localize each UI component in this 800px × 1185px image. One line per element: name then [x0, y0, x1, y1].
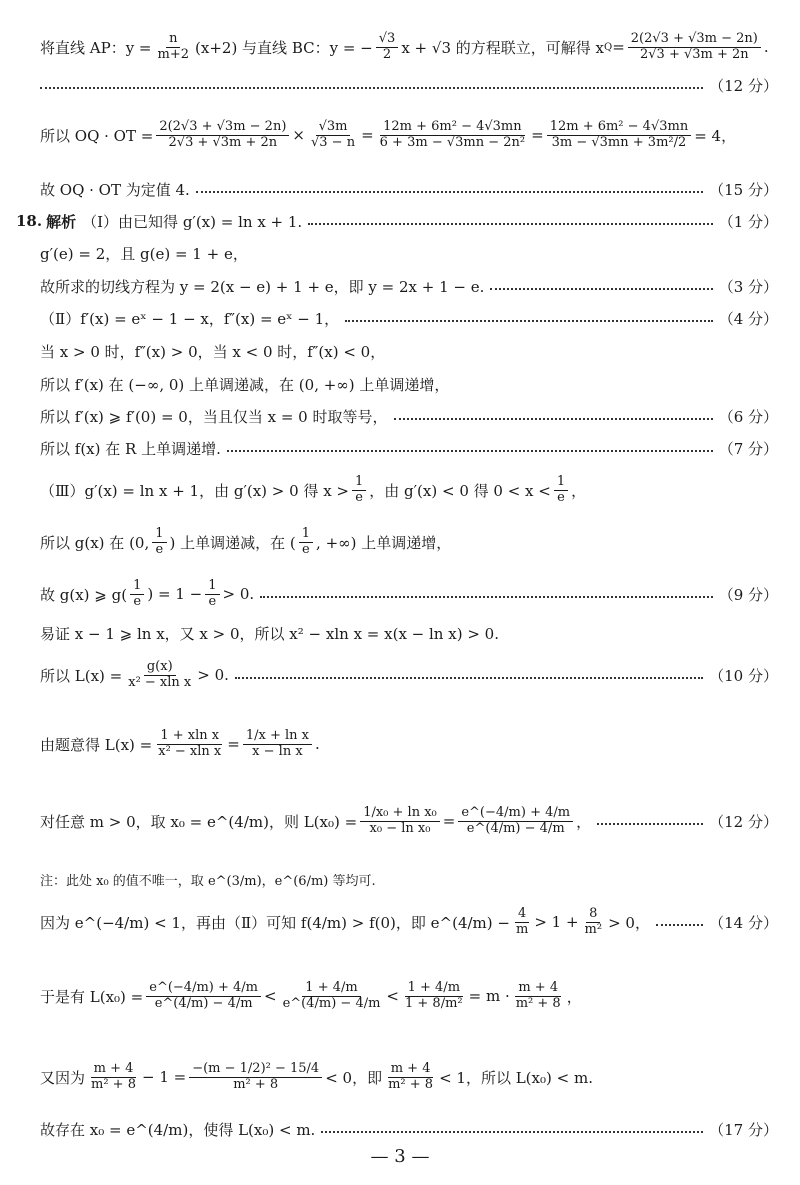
line-3: 所以 OQ · OT = $\frac{2(2√3 + √3m - 2n)}{2√3 + √3m + 2n}$ × $\frac{√3m}{√3 - n}$ = $\frac{\text{12m + 6m² − 4√3mn}}{\text{6 + 3m − √3mn − 2n²}}$ = $\frac{\text{12m + 6m² − 4√3mn}}{\text{3m − √3mn + 3m²/2}}$ = 4，	[40, 118, 737, 150]
fraction: $\frac{√3}{2}$	[376, 32, 399, 63]
dot-leader	[235, 677, 703, 679]
dot-leader	[656, 924, 703, 926]
score-label: （12 分）	[709, 76, 778, 95]
line-18: 由题意得 L(x) = $\frac{\text{1 + xln x}}{\text{x² − xln x}}$ = $\frac{\text{1/x + ln x}}{\text{x − ln x}}$ .	[40, 727, 320, 759]
answer-keyword: 解析	[46, 212, 77, 231]
note-line: 注：此处 x₀ 的值不唯一，取 e^(3/m)，e^(6/m) 等均可.	[40, 873, 376, 889]
line-23: 又因为 $\frac{m + 4}{\text{m² + 8}}$ − 1 = $\frac{\text{−(m − 1/2)² − 15/4}}{\text{m² + 8}}$ < 0，即 $\frac{m + 4}{\text{m² + 8}}$ < 1，所以 L(x₀) < m.	[40, 1060, 593, 1092]
question-number: 18.	[16, 212, 43, 230]
line-6: g′(e) = 2，且 g(e) = 1 + e，	[40, 244, 248, 263]
line-13: （Ⅲ）g′(x) = ln x + 1，由 g′(x) > 0 得 x > $\frac{1}{e}$ ，由 g′(x) < 0 得 0 < x < $\frac{1}{e}$ ，	[40, 473, 587, 505]
text-segment: x + √3 的方程联立，可解得 x	[401, 38, 604, 57]
line-12: 所以 f(x) 在 R 上单调递增. （7 分）	[40, 439, 778, 458]
line-15: 故 g(x) ⩾ g( $\frac{1}{e}$ ) = 1 − $\frac{1}{e}$ > 0. （9 分）	[40, 577, 778, 609]
dot-leader	[260, 596, 713, 598]
dot-leader	[345, 320, 713, 322]
line-19: 对任意 m > 0，取 x₀ = e^(4/m)，则 L(x₀) = $\frac{\text{1/x₀ + ln x₀}}{\text{x₀ − ln x₀}}$ = $\frac{e\^{}(-4/m) + 4/m}{e\^{}(4/m) - 4/m}$ ， （12 分）	[40, 804, 778, 836]
dot-leader	[308, 223, 712, 225]
line-10: 所以 f′(x) 在 (−∞, 0) 上单调递减，在 (0, +∞) 上单调递增，	[40, 375, 450, 394]
line-7: 故所求的切线方程为 y = 2(x − e) + 1 + e，即 y = 2x + 1 − e. （3 分）	[40, 277, 778, 296]
line-4: 故 OQ · OT 为定值 4. （15 分）	[40, 180, 778, 199]
line-22: 于是有 L(x₀) = $\frac{e\^{}(-4/m) + 4/m}{e\^{}(4/m) - 4/m}$ < $\frac{1 + 4/m}{e\^{}(4/m) - 4/m}$ < $\frac{1 + 4/m}{\text{1 + 8/m²}}$ = m · $\frac{m + 4}{\text{m² + 8}}$ ，	[40, 979, 582, 1011]
line-16: 易证 x − 1 ⩾ ln x，又 x > 0，所以 x² − xln x = x(x − ln x) > 0.	[40, 624, 499, 643]
dot-leader	[394, 418, 713, 420]
line-1: 将直线 AP：y = $\frac{n}{m+2}$ (x+2) 与直线 BC：y = − $\frac{√3}{2}$ x + √3 的方程联立，可解得 x Q = $\frac{2(2√3 + √3m - 2n)}{2√3 + √3m + 2n}$ .	[40, 30, 769, 62]
dot-leader	[40, 87, 703, 89]
dot-leader	[227, 450, 713, 452]
text-segment: 将直线 AP：y =	[40, 38, 152, 57]
line-21: 因为 e^(−4/m) < 1，再由（Ⅱ）可知 f(4/m) > f(0)，即 e^(4/m) − $\frac{4}{m}$ > 1 + $\frac{8}{\text{m²}}$ > 0， （14 分）	[40, 905, 778, 937]
line-17: 所以 L(x) = $\frac{g(x)}{\text{x² − xln x}}$ > 0. （10 分）	[40, 658, 778, 690]
line-9: 当 x > 0 时，f″(x) > 0，当 x < 0 时，f″(x) < 0，	[40, 342, 386, 361]
line-24: 故存在 x₀ = e^(4/m)，使得 L(x₀) < m. （17 分）	[40, 1120, 778, 1139]
text-segment: (x+2) 与直线 BC：y = −	[195, 38, 373, 57]
dot-leader	[196, 191, 703, 193]
dot-leader	[321, 1131, 703, 1133]
fraction: $\frac{2(2√3 + √3m - 2n)}{2√3 + √3m + 2n}$	[628, 32, 761, 63]
fraction: $\frac{n}{m+2}$	[157, 30, 190, 62]
line-11: 所以 f′(x) ⩾ f′(0) = 0，当且仅当 x = 0 时取等号， （6 分）	[40, 407, 778, 426]
line-14: 所以 g(x) 在 (0, $\frac{1}{e}$ ) 上单调递减，在 ( $\frac{1}{e}$ , +∞) 上单调递增，	[40, 525, 452, 557]
line-2	[40, 72, 778, 98]
line-5: 18. 解析 （Ⅰ）由已知得 g′(x) = ln x + 1. （1 分）	[16, 212, 778, 231]
line-8: （Ⅱ）f′(x) = eˣ − 1 − x，f″(x) = eˣ − 1， （4 分）	[40, 309, 778, 328]
dot-leader	[597, 823, 703, 825]
page-number: — 3 —	[370, 1146, 430, 1167]
dot-leader	[490, 288, 712, 290]
text-segment: =	[612, 38, 625, 56]
